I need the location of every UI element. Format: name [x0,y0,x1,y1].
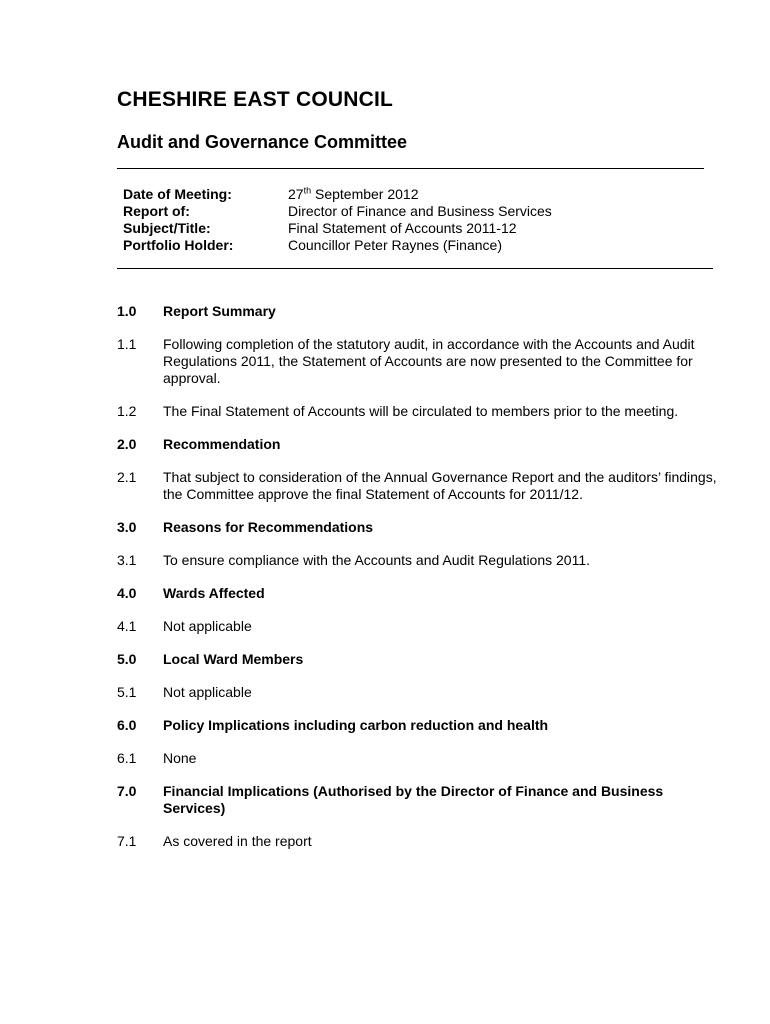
portfolio-holder-row [123,237,552,254]
paragraph [117,469,717,503]
paragraph [117,750,717,767]
section-number: 1.0 [117,303,137,319]
paragraph [117,552,717,569]
paragraph [117,403,717,420]
subject-value: Final Statement of Accounts 2011-12 [288,220,517,236]
section-number: 5.0 [117,651,137,667]
section-title: Financial Implications (Authorised by the Director of Finance and Business Services) [163,783,664,816]
section-number: 6.0 [117,717,137,733]
section-title: Wards Affected [163,585,265,601]
paragraph-text: Following completion of the statutory audit, in accordance with the Accounts and Audit Regulations 2011, the Statement of Accounts are now presented to the Committee for approval. [163,336,695,386]
paragraph-number: 3.1 [117,552,137,568]
report-of-label: Report of: [123,203,190,219]
paragraph-text: The Final Statement of Accounts will be circulated to members prior to the meeting. [163,403,679,419]
paragraph [117,833,717,850]
section-heading [117,717,717,734]
section-heading [117,585,717,602]
section-title: Policy Implications including carbon reduction and health [163,717,549,733]
section-number: 4.0 [117,585,137,601]
report-of-row [123,203,552,220]
paragraph-text: As covered in the report [163,833,312,849]
meeting-date-label: Date of Meeting: [123,186,232,202]
paragraph [117,618,717,635]
section-heading [117,436,717,453]
report-of-value: Director of Finance and Business Services [288,203,552,219]
paragraph-text: Not applicable [163,618,252,634]
paragraph-number: 7.1 [117,833,137,849]
paragraph-number: 1.2 [117,403,137,419]
section-heading [117,303,717,320]
section-number: 7.0 [117,783,137,799]
section-heading [117,519,717,536]
subject-row [123,220,552,237]
section-title: Local Ward Members [163,651,304,667]
section-number: 3.0 [117,519,137,535]
meeting-date-suffix: th [303,185,312,196]
subject-label: Subject/Title: [123,220,211,236]
paragraph-text: To ensure compliance with the Accounts and Audit Regulations 2011. [163,552,591,568]
paragraph-number: 2.1 [117,469,137,485]
paragraph-number: 1.1 [117,336,137,352]
section-heading [117,651,717,668]
paragraph-number: 4.1 [117,618,137,634]
section-title: Report Summary [163,303,276,319]
divider-bottom [117,268,713,269]
paragraph-number: 6.1 [117,750,137,766]
divider-top [117,168,704,169]
portfolio-holder-label: Portfolio Holder: [123,237,234,253]
section-number: 2.0 [117,436,137,452]
meeting-date-day: 27 [288,186,304,202]
meeting-date-rest: September 2012 [311,186,419,202]
section-heading [117,783,717,817]
paragraph [117,336,717,387]
paragraph-text: None [163,750,197,766]
organisation-title: CHESHIRE EAST COUNCIL [117,88,394,111]
paragraph-number: 5.1 [117,684,137,700]
meeting-date-row [123,186,552,203]
paragraph-text: That subject to consideration of the Annual Governance Report and the auditors’ findings, the Committee approve the final Statement of Accounts for 2011/12. [163,469,717,502]
paragraph-text: Not applicable [163,684,252,700]
paragraph [117,684,717,701]
section-title: Reasons for Recommendations [163,519,374,535]
meeting-date-value [288,186,419,203]
report-sections [117,303,717,866]
committee-title: Audit and Governance Committee [117,132,408,152]
section-title: Recommendation [163,436,281,452]
meeting-details [123,186,552,254]
portfolio-holder-value: Councillor Peter Raynes (Finance) [288,237,502,253]
